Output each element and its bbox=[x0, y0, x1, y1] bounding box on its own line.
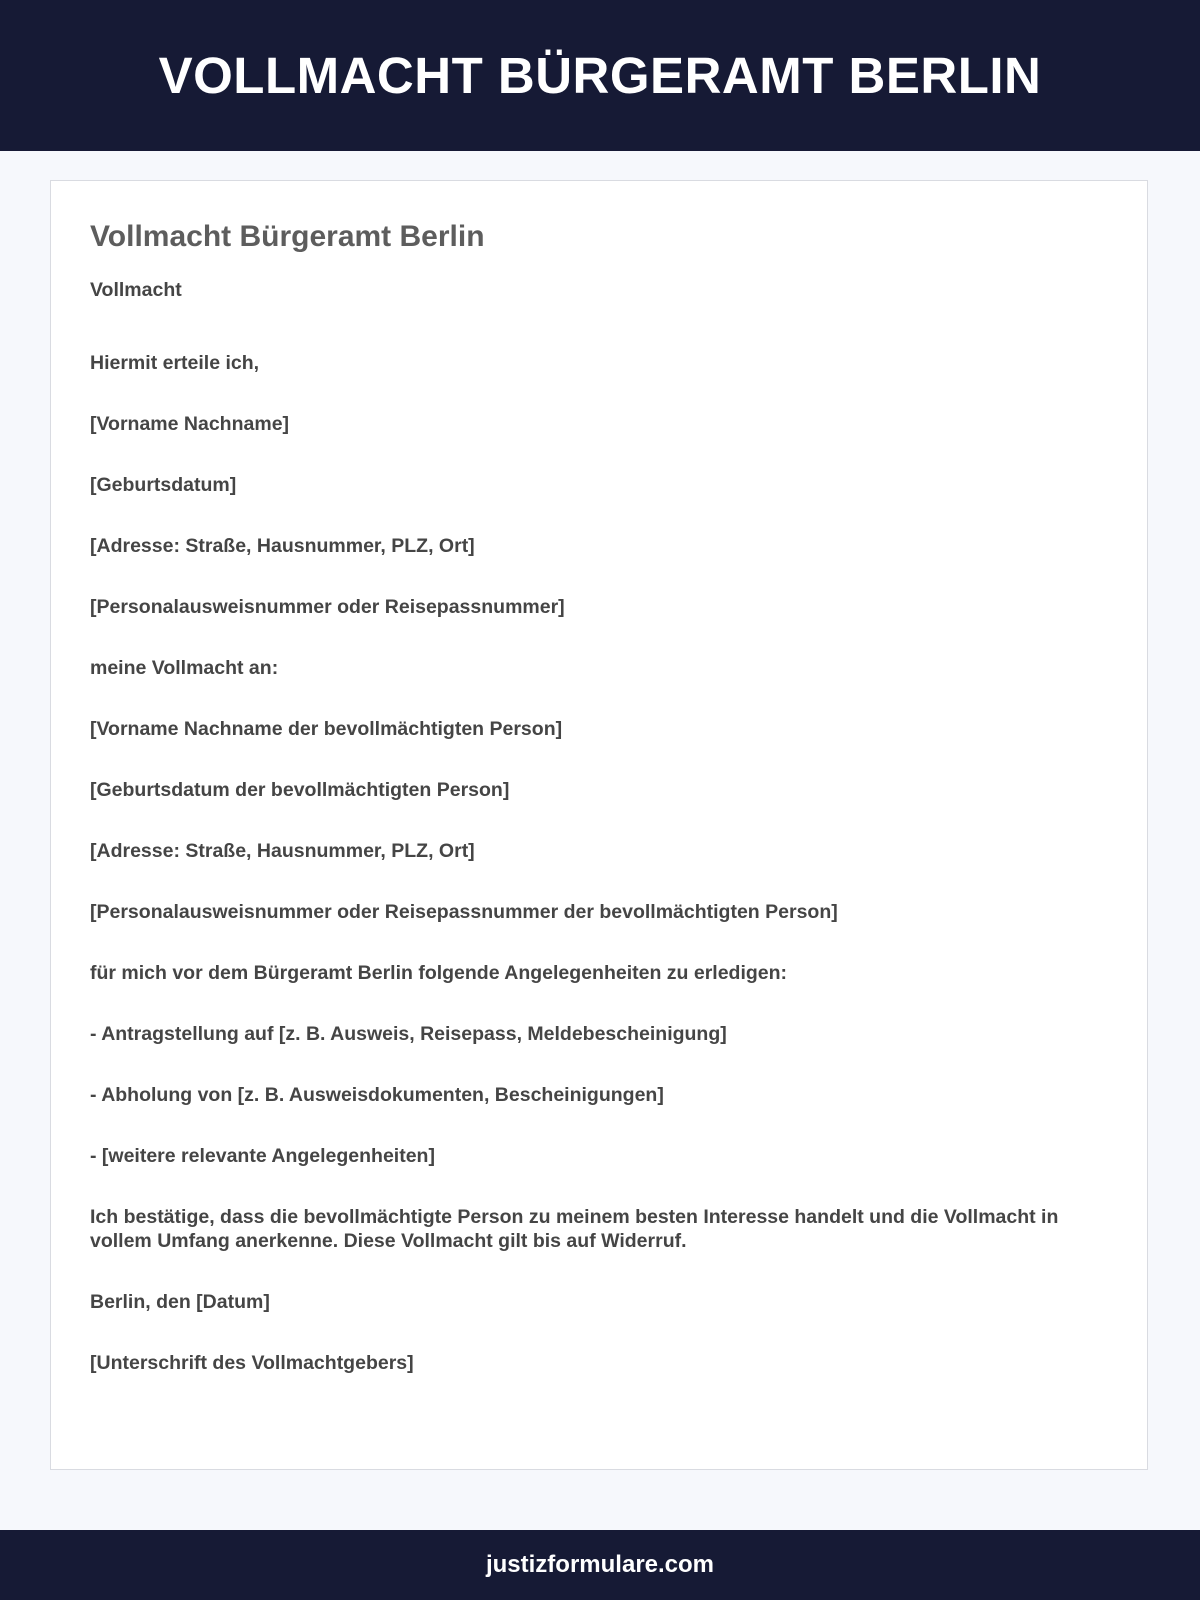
placeholder-grantor-address: [Adresse: Straße, Hausnummer, PLZ, Ort] bbox=[90, 535, 475, 557]
document-card bbox=[50, 180, 1148, 1470]
list-item: - Abholung von [z. B. Ausweisdokumenten, Bescheinigungen] bbox=[90, 1084, 664, 1106]
page-header bbox=[0, 0, 1200, 151]
list-item: - [weitere relevante Angelegenheiten] bbox=[90, 1145, 435, 1167]
placeholder-grantor-birthdate: [Geburtsdatum] bbox=[90, 474, 237, 496]
placeholder-agent-name: [Vorname Nachname der bevollmächtigten Person] bbox=[90, 718, 563, 740]
placeholder-agent-id: [Personalausweisnummer oder Reisepassnummer der bevollmächtigten Person] bbox=[90, 901, 838, 923]
paragraph-confirmation: Ich bestätige, dass die bevollmächtigte Person zu meinem besten Interesse handelt und die Vollmacht in vollem Umfang anerkenne. Diese Vollmacht gilt bis auf Widerruf. bbox=[90, 1206, 1059, 1252]
paragraph-scope: für mich vor dem Bürgeramt Berlin folgende Angelegenheiten zu erledigen: bbox=[90, 962, 788, 984]
placeholder-agent-birthdate: [Geburtsdatum der bevollmächtigten Person] bbox=[90, 779, 510, 801]
list-item: - Antragstellung auf [z. B. Ausweis, Reisepass, Meldebescheinigung] bbox=[90, 1023, 727, 1045]
footer-site-name: justizformulare.com bbox=[485, 1551, 715, 1578]
place-date-line: Berlin, den [Datum] bbox=[90, 1291, 270, 1313]
placeholder-grantor-id: [Personalausweisnummer oder Reisepassnummer] bbox=[90, 596, 565, 618]
document-subtitle: Vollmacht bbox=[90, 279, 182, 301]
page-footer bbox=[0, 1530, 1200, 1600]
document-title: Vollmacht Bürgeramt Berlin bbox=[90, 220, 485, 253]
paragraph-grant: meine Vollmacht an: bbox=[90, 657, 279, 679]
signature-line: [Unterschrift des Vollmachtgebers] bbox=[90, 1352, 414, 1374]
document-body bbox=[90, 351, 1100, 1412]
header-title: VOLLMACHT BÜRGERAMT BERLIN bbox=[158, 47, 1042, 104]
placeholder-grantor-name: [Vorname Nachname] bbox=[90, 413, 290, 435]
placeholder-agent-address: [Adresse: Straße, Hausnummer, PLZ, Ort] bbox=[90, 840, 475, 862]
paragraph-intro: Hiermit erteile ich, bbox=[90, 352, 260, 374]
